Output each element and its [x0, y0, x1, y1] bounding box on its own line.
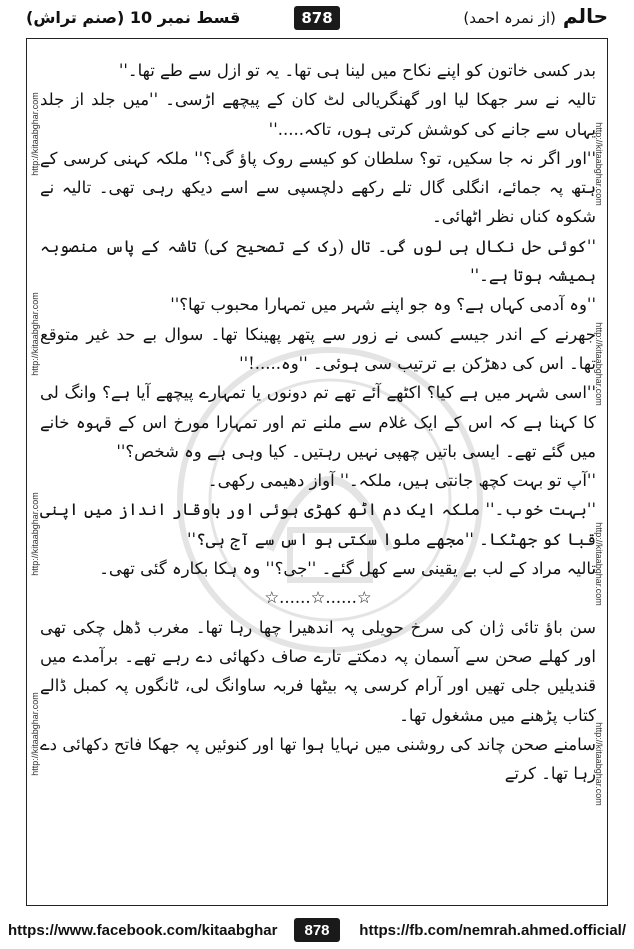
side-watermark-right: http://kitaabghar.com — [594, 522, 604, 606]
paragraph: ''آپ تو بہت کچھ جانتی ہیں، ملکہ۔'' آواز دھیمی رکھی۔ — [207, 471, 596, 491]
paragraph: سن باؤ تائی ژان کی سرخ حویلی پہ اندھیرا چھا رہا تھا۔ مغرب ڈھل چکی تھی اور کھلے صحن سے آسمان پہ دمکتے تارے صاف دکھائی دے رہے تھے۔ برآمدے میں قندیلیں جلی تھیں اور آرام کرسی پہ بیٹھا فربہ ساوانگ لی، ٹانگوں پہ کمبل ڈالے کتاب پڑھنے میں مشغول تھا۔ — [40, 617, 596, 725]
side-watermark-left: http://kitaabghar.com — [30, 492, 40, 576]
side-watermark-right: http://kitaabghar.com — [594, 122, 604, 206]
paragraph: ''کوئی حل نکال ہی لوں گی۔ تال (رک کے تصحیح کی) تاشہ کے پاس منصوبہ ہمیشہ ہوتا ہے۔'' — [40, 236, 596, 286]
scene-separator: ☆......☆......☆ — [264, 588, 372, 608]
header-page-number: 878 — [294, 6, 340, 30]
footer-page-number: 878 — [294, 918, 340, 942]
author-name: (از نمرہ احمد) — [463, 9, 556, 27]
paragraph: ''اسی شہر میں ہے کیا؟ اکٹھے آئے تھے تم دونوں یا تمہارے پیچھے آیا ہے؟ وانگ لی کا کہنا ہے کہ اس کے ایک غلام سے ملنے تم اور تمہارا مورخ اس کے قہوہ خانے میں گئے تھے۔ ایسی باتیں چھپی نہیں رہتیں۔ کیا وہی ہے وہ شخص؟'' — [40, 383, 596, 461]
paragraph: سامنے صحن چاند کی روشنی میں نہایا ہوا تھا اور کنوئیں پہ جھکا فاتح دکھائی دے رہا تھا۔ کرتے — [40, 734, 596, 784]
page-footer — [0, 914, 634, 949]
novel-title — [463, 4, 608, 28]
author-facebook-link[interactable]: https://fb.com/nemrah.ahmed.official/ — [359, 922, 626, 939]
paragraph: جھرنے کے اندر جیسے کسی نے زور سے پتھر پھینکا تھا۔ سوال بے حد غیر متوقع تھا۔ اس کی دھڑکن بے ترتیب سی ہوئی۔ ''وہ.....!'' — [40, 324, 596, 373]
side-watermark-left: http://kitaabghar.com — [30, 292, 40, 376]
side-watermark-right: http://kitaabghar.com — [594, 322, 604, 406]
paragraph: تالیہ مراد کے لب بے یقینی سے کھل گئے۔ ''جی؟'' وہ ہکا بکارہ گئی تھی۔ — [99, 559, 596, 579]
side-watermark-left: http://kitaabghar.com — [30, 92, 40, 176]
page-header — [0, 0, 634, 38]
story-text — [40, 56, 596, 788]
paragraph: ''اور اگر نہ جا سکیں، تو؟ سلطان کو کیسے روک پاؤ گی؟'' ملکہ کہنی کرسی کے ہتھ پہ جمائے، انگلی گال تلے رکھے دلچسپی سے اسے دیکھ رہی تھی۔ تالیہ نے شکوہ کناں نظر اٹھائی۔ — [40, 148, 596, 227]
facebook-link[interactable]: https://www.facebook.com/kitaabghar — [8, 922, 278, 939]
episode-label: قسط نمبر 10 (صنم تراش) — [26, 8, 241, 27]
novel-title-text: حالم — [562, 4, 608, 28]
paragraph: ''وہ آدمی کہاں ہے؟ وہ جو اپنے شہر میں تمہارا محبوب تھا؟'' — [170, 295, 596, 315]
paragraph: ''بہت خوب۔'' ملکہ ایک دم اٹھ کھڑی ہوئی اور باوقار انداز میں اپنی قبا کو جھٹکا۔ ''مجھے ملوا سکتی ہو اس سے آج ہی؟'' — [40, 500, 596, 549]
paragraph: تالیہ نے سر جھکا لیا اور گھنگریالی لٹ کان کے پیچھے اڑسی۔ ''میں جلد از جلد یہاں سے جانے کی کوشش کرتی ہوں، تاکہ.....'' — [40, 90, 596, 139]
side-watermark-right: http://kitaabghar.com — [594, 722, 604, 806]
side-watermark-left: http://kitaabghar.com — [30, 692, 40, 776]
paragraph: بدر کسی خاتون کو اپنے نکاح میں لینا ہی تھا۔ یہ تو ازل سے طے تھا۔'' — [118, 61, 596, 80]
